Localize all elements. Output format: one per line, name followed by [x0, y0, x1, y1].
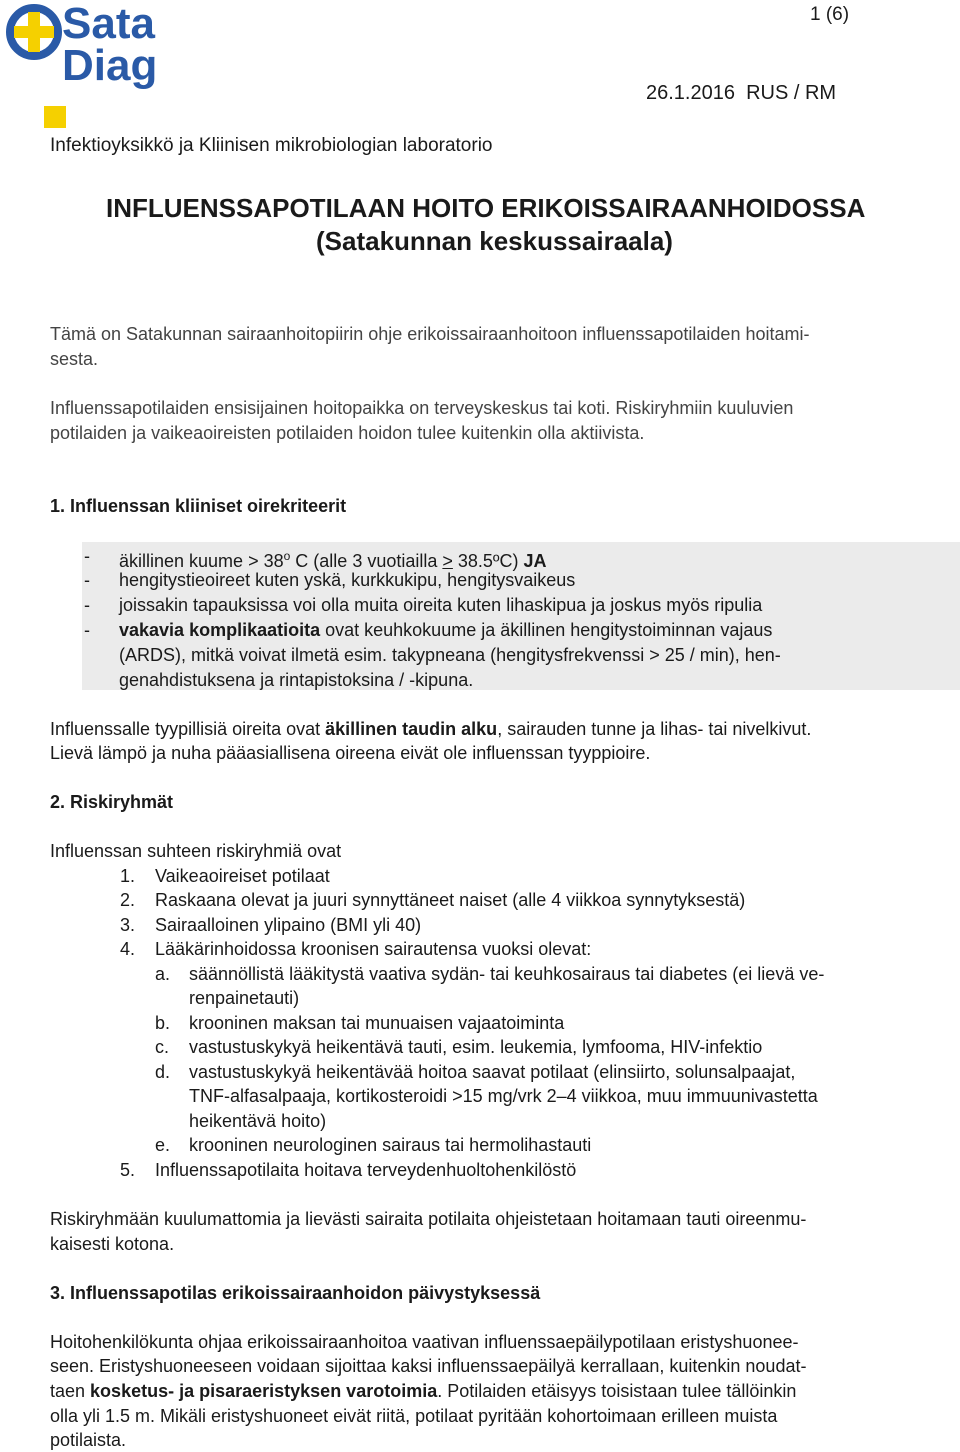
criteria-item: joissakin tapauksissa voi olla muita oireita kuten lihaskipua ja joskus myös ripulia [119, 595, 763, 615]
sublist-letter: c. [155, 1037, 170, 1057]
home-care-paragraph: Riskiryhmään kuulumattomia ja lievästi sairaita potilaita ohjeistetaan hoitamaan tauti oireenmu- [50, 1209, 807, 1229]
sata-diag-logo [6, 0, 211, 130]
sublist-item-cont: heikentävä hoito) [189, 1111, 327, 1131]
intro-line: sesta. [50, 349, 99, 369]
list-item: Sairaalloinen ylipaino (BMI yli 40) [155, 915, 422, 935]
isolation-paragraph: olla yli 1.5 m. Mikäli eristyshuoneet eivät riitä, potilaat pyritään kohortoimaan erilleen muista [50, 1406, 778, 1426]
sublist-item-cont: renpainetauti) [189, 988, 300, 1008]
list-item: Influenssapotilaita hoitava terveydenhuoltohenkilöstö [155, 1160, 577, 1180]
list-number: 3. [120, 915, 136, 935]
criteria-item: hengitystieoireet kuten yskä, kurkkukipu, hengitysvaikeus [119, 570, 576, 590]
sublist-item: säännöllistä lääkitystä vaativa sydän- tai keuhkosairaus tai diabetes (ei lievä ve- [189, 964, 825, 984]
criteria-item-cont: (ARDS), mitkä voivat ilmetä esim. takypneana (hengitysfrekvenssi > 25 / min), hen- [119, 645, 781, 665]
home-care-paragraph: kaisesti kotona. [50, 1234, 175, 1254]
cross-logo-icon [6, 2, 68, 66]
sublist-letter: b. [155, 1013, 171, 1033]
list-number: 4. [120, 939, 136, 959]
logo-word-sata: Sata [62, 0, 155, 48]
intro-line: Tämä on Satakunnan sairaanhoitopiirin ohje erikoissairaanhoitoon influenssapotilaiden hoitami- [50, 324, 810, 344]
bullet-dash: - [84, 595, 90, 615]
bullet-dash: - [84, 570, 90, 590]
document-subtitle: (Satakunnan keskussairaala) [316, 226, 673, 256]
department: Infektioyksikkö ja Kliinisen mikrobiologian laboratorio [50, 135, 493, 156]
intro-line: Influenssapotilaiden ensisijainen hoitopaikka on terveyskeskus tai koti. Riskiryhmiin kuuluvien [50, 398, 794, 418]
sublist-item: krooninen maksan tai munuaisen vajaatoiminta [189, 1013, 565, 1033]
date-author: 26.1.2016 RUS / RM [646, 82, 837, 104]
sublist-item: vastustuskykyä heikentävää hoitoa saavat potilaat (elinsiirto, solunsalpaajat, [189, 1062, 796, 1082]
symptoms-paragraph: Lievä lämpö ja nuha pääasiallisena oireena eivät ole influenssan tyyppioire. [50, 743, 651, 763]
logo-yellow-square [44, 106, 66, 128]
list-item: Vaikeaoireiset potilaat [155, 866, 330, 886]
bullet-dash: - [84, 620, 90, 640]
isolation-paragraph: potilaista. [50, 1430, 127, 1450]
logo-word-diag: Diag [62, 41, 158, 90]
intro-line: potilaiden ja vaikeaoireisten potilaiden hoidon tulee kuitenkin olla aktiivista. [50, 423, 645, 443]
page-number: 1 (6) [810, 4, 850, 25]
list-number: 1. [120, 866, 136, 886]
sublist-letter: a. [155, 964, 171, 984]
risk-intro: Influenssan suhteen riskiryhmiä ovat [50, 841, 342, 861]
criteria-item: vakavia komplikaatioita ovat keuhkokuume ja äkillinen hengitystoiminnan vajaus [119, 620, 773, 640]
sublist-item: vastustuskykyä heikentävä tauti, esim. leukemia, lymfooma, HIV-infektio [189, 1037, 763, 1057]
section-2-heading: 2. Riskiryhmät [50, 792, 174, 812]
list-item: Lääkärinhoidossa kroonisen sairautensa vuoksi olevat: [155, 939, 592, 959]
isolation-paragraph: Hoitohenkilökunta ohjaa erikoissairaanhoitoa vaativan influenssaepäilypotilaan eristyshuonee- [50, 1332, 799, 1352]
sublist-letter: e. [155, 1135, 171, 1155]
criteria-item: äkillinen kuume > $38^o$ C (alle 3 vuotiailla > 38.5ºC) JA [119, 549, 547, 571]
list-number: 5. [120, 1160, 136, 1180]
bullet-dash: - [84, 546, 90, 566]
isolation-paragraph: seen. Eristyshuoneeseen voidaan sijoittaa kaksi influenssaepäilyä kerrallaan, kuitenkin noudat- [50, 1356, 807, 1376]
sublist-letter: d. [155, 1062, 171, 1082]
list-number: 2. [120, 890, 136, 910]
section-3-heading: 3. Influenssapotilas erikoissairaanhoidon päivystyksessä [50, 1283, 541, 1303]
symptoms-paragraph: Influenssalle tyypillisiä oireita ovat äkillinen taudin alku, sairauden tunne ja lihas- tai nivelkivut. [50, 719, 812, 739]
sublist-item-cont: TNF-alfasalpaaja, kortikosteroidi >15 mg/vrk 2–4 viikkoa, muu immuunivastetta [189, 1086, 818, 1106]
section-1-heading: 1. Influenssan kliiniset oirekriteerit [50, 496, 347, 516]
sublist-item: krooninen neurologinen sairaus tai hermolihastauti [189, 1135, 592, 1155]
list-item: Raskaana olevat ja juuri synnyttäneet naiset (alle 4 viikkoa synnytyksestä) [155, 890, 746, 910]
criteria-item-cont: genahdistuksena ja rintapistoksina / -kipuna. [119, 670, 474, 690]
isolation-paragraph: taen kosketus- ja pisaraeristyksen varotoimia. Potilaiden etäisyys toisistaan tulee tällöinkin [50, 1381, 797, 1401]
document-title: INFLUENSSAPOTILAAN HOITO ERIKOISSAIRAANHOIDOSSA [106, 193, 866, 223]
